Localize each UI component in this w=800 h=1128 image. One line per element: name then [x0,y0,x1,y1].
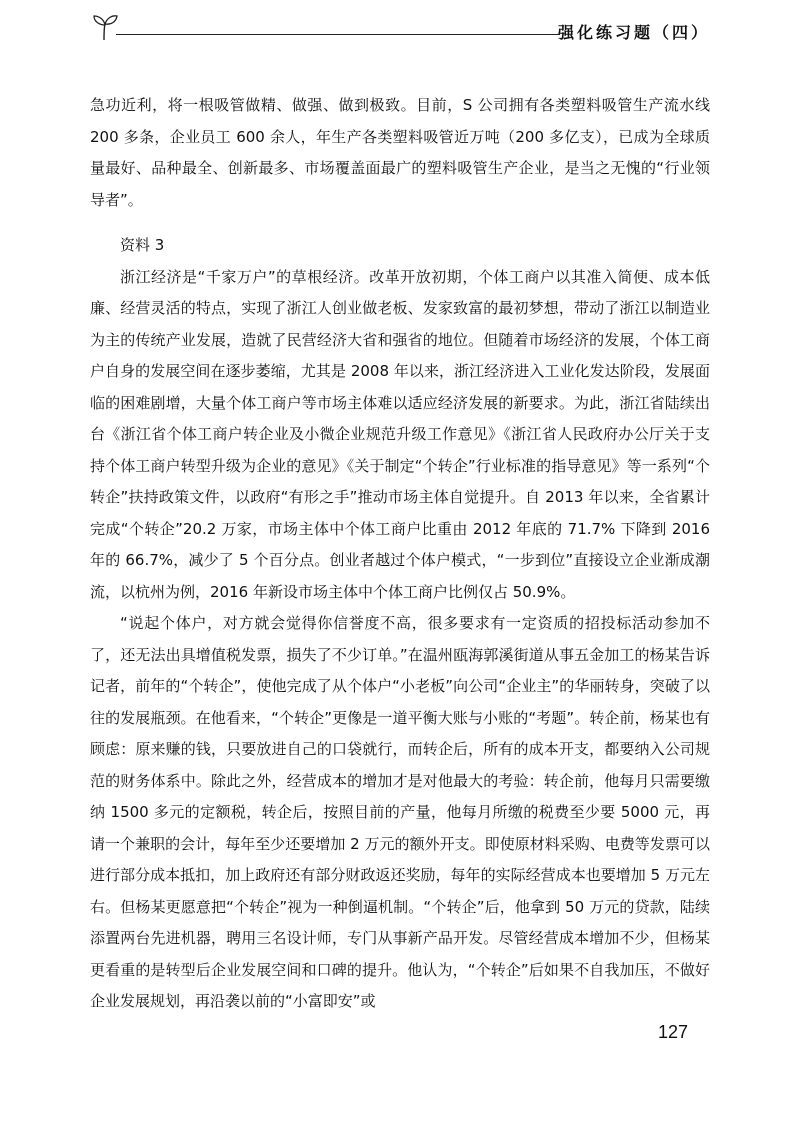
paragraph-continued: 急功近利，将一根吸管做精、做强、做到极致。目前，S 公司拥有各类塑料吸管生产流水线 200 多条，企业员工 600 余人，年生产各类塑料吸管近万吨（200 多亿支），已成为全球质量最好、品种最全、创新最多、市场覆盖面最广的塑料吸管生产企业，是当之无愧的“行业领导者”。 [90,96,710,209]
paragraph-2: “说起个体户，对方就会觉得你信誉度不高，很多要求有一定资质的招投标活动参加不了，还无法出具增值税发票，损失了不少订单。”在温州瓯海郭溪街道从事五金加工的杨某告诉记者，前年的“个转企”，使他完成了从个体户“小老板”向公司“企业主”的华丽转身，突破了以往的发展瓶颈。在他看来，“个转企”更像是一道平衡大账与小账的“考题”。转企前，杨某也有顾虑：原来赚的钱，只要放进自己的口袋就行，而转企后，所有的成本开支，都要纳入公司规范的财务体系中。除此之外，经营成本的增加才是对他最大的考验：转企前，他每月只需要缴纳 1500 多元的定额税，转企后，按照目前的产量，他每月所缴的税费至少要 5000 元，再请一个兼职的会计，每年至少还要增加 2 万元的额外开支。即使原材料采购、电费等发票可以进行部分成本抵扣，加上政府还有部分财政返还奖励，每年的实际经营成本也要增加 5 万元左右。但杨某更愿意把“个转企”视为一种倒逼机制。“个转企”后，他拿到 50 万元的贷款，陆续添置两台先进机器，聘用三名设计师，专门从事新产品开发。尽管经营成本增加不少，但杨某更看重的是转型后企业发展空间和口碑的提升。他认为，“个转企”后如果不自我加压，不做好企业发展规划，再沿袭以前的“小富即安”或 [90,614,710,1010]
paragraph-1: 浙江经济是“千家万户”的草根经济。改革开放初期，个体工商户以其准入简便、成本低廉、经营灵活的特点，实现了浙江人创业做老板、发家致富的最初梦想，带动了浙江以制造业为主的传统产业发展，造就了民营经济大省和强省的地位。但随着市场经济的发展，个体工商户自身的发展空间在逐步萎缩，尤其是 2008 年以来，浙江经济进入工业化发达阶段，发展面临的困难剧增，大量个体工商户等市场主体难以适应经济发展的新要求。为此，浙江省陆续出台《浙江省个体工商户转企业及小微企业规范升级工作意见》《浙江省人民政府办公厅关于支持个体工商户转型升级为企业的意见》《关于制定“个转企”行业标准的指导意见》等一系列“个转企”扶持政策文件，以政府“有形之手”推动市场主体自觉提升。自 2013 年以来，全省累计完成“个转企”20.2 万家，市场主体中个体工商户比重由 2012 年底的 71.7% 下降到 2016 年的 66.7%，减少了 5 个百分点。创业者越过个体户模式，“一步到位”直接设立企业渐成潮流，以杭州为例，2016 年新设市场主体中个体工商户比例仅占 50.9%。 [90,267,710,601]
header-rule [116,34,560,35]
page-number: 127 [657,1022,688,1042]
header-title: 强化练习题（四） [557,23,710,42]
sprout-icon [90,12,120,42]
section-label: 资料 3 [120,236,165,254]
page-header [90,12,710,46]
page-body [90,90,710,1018]
